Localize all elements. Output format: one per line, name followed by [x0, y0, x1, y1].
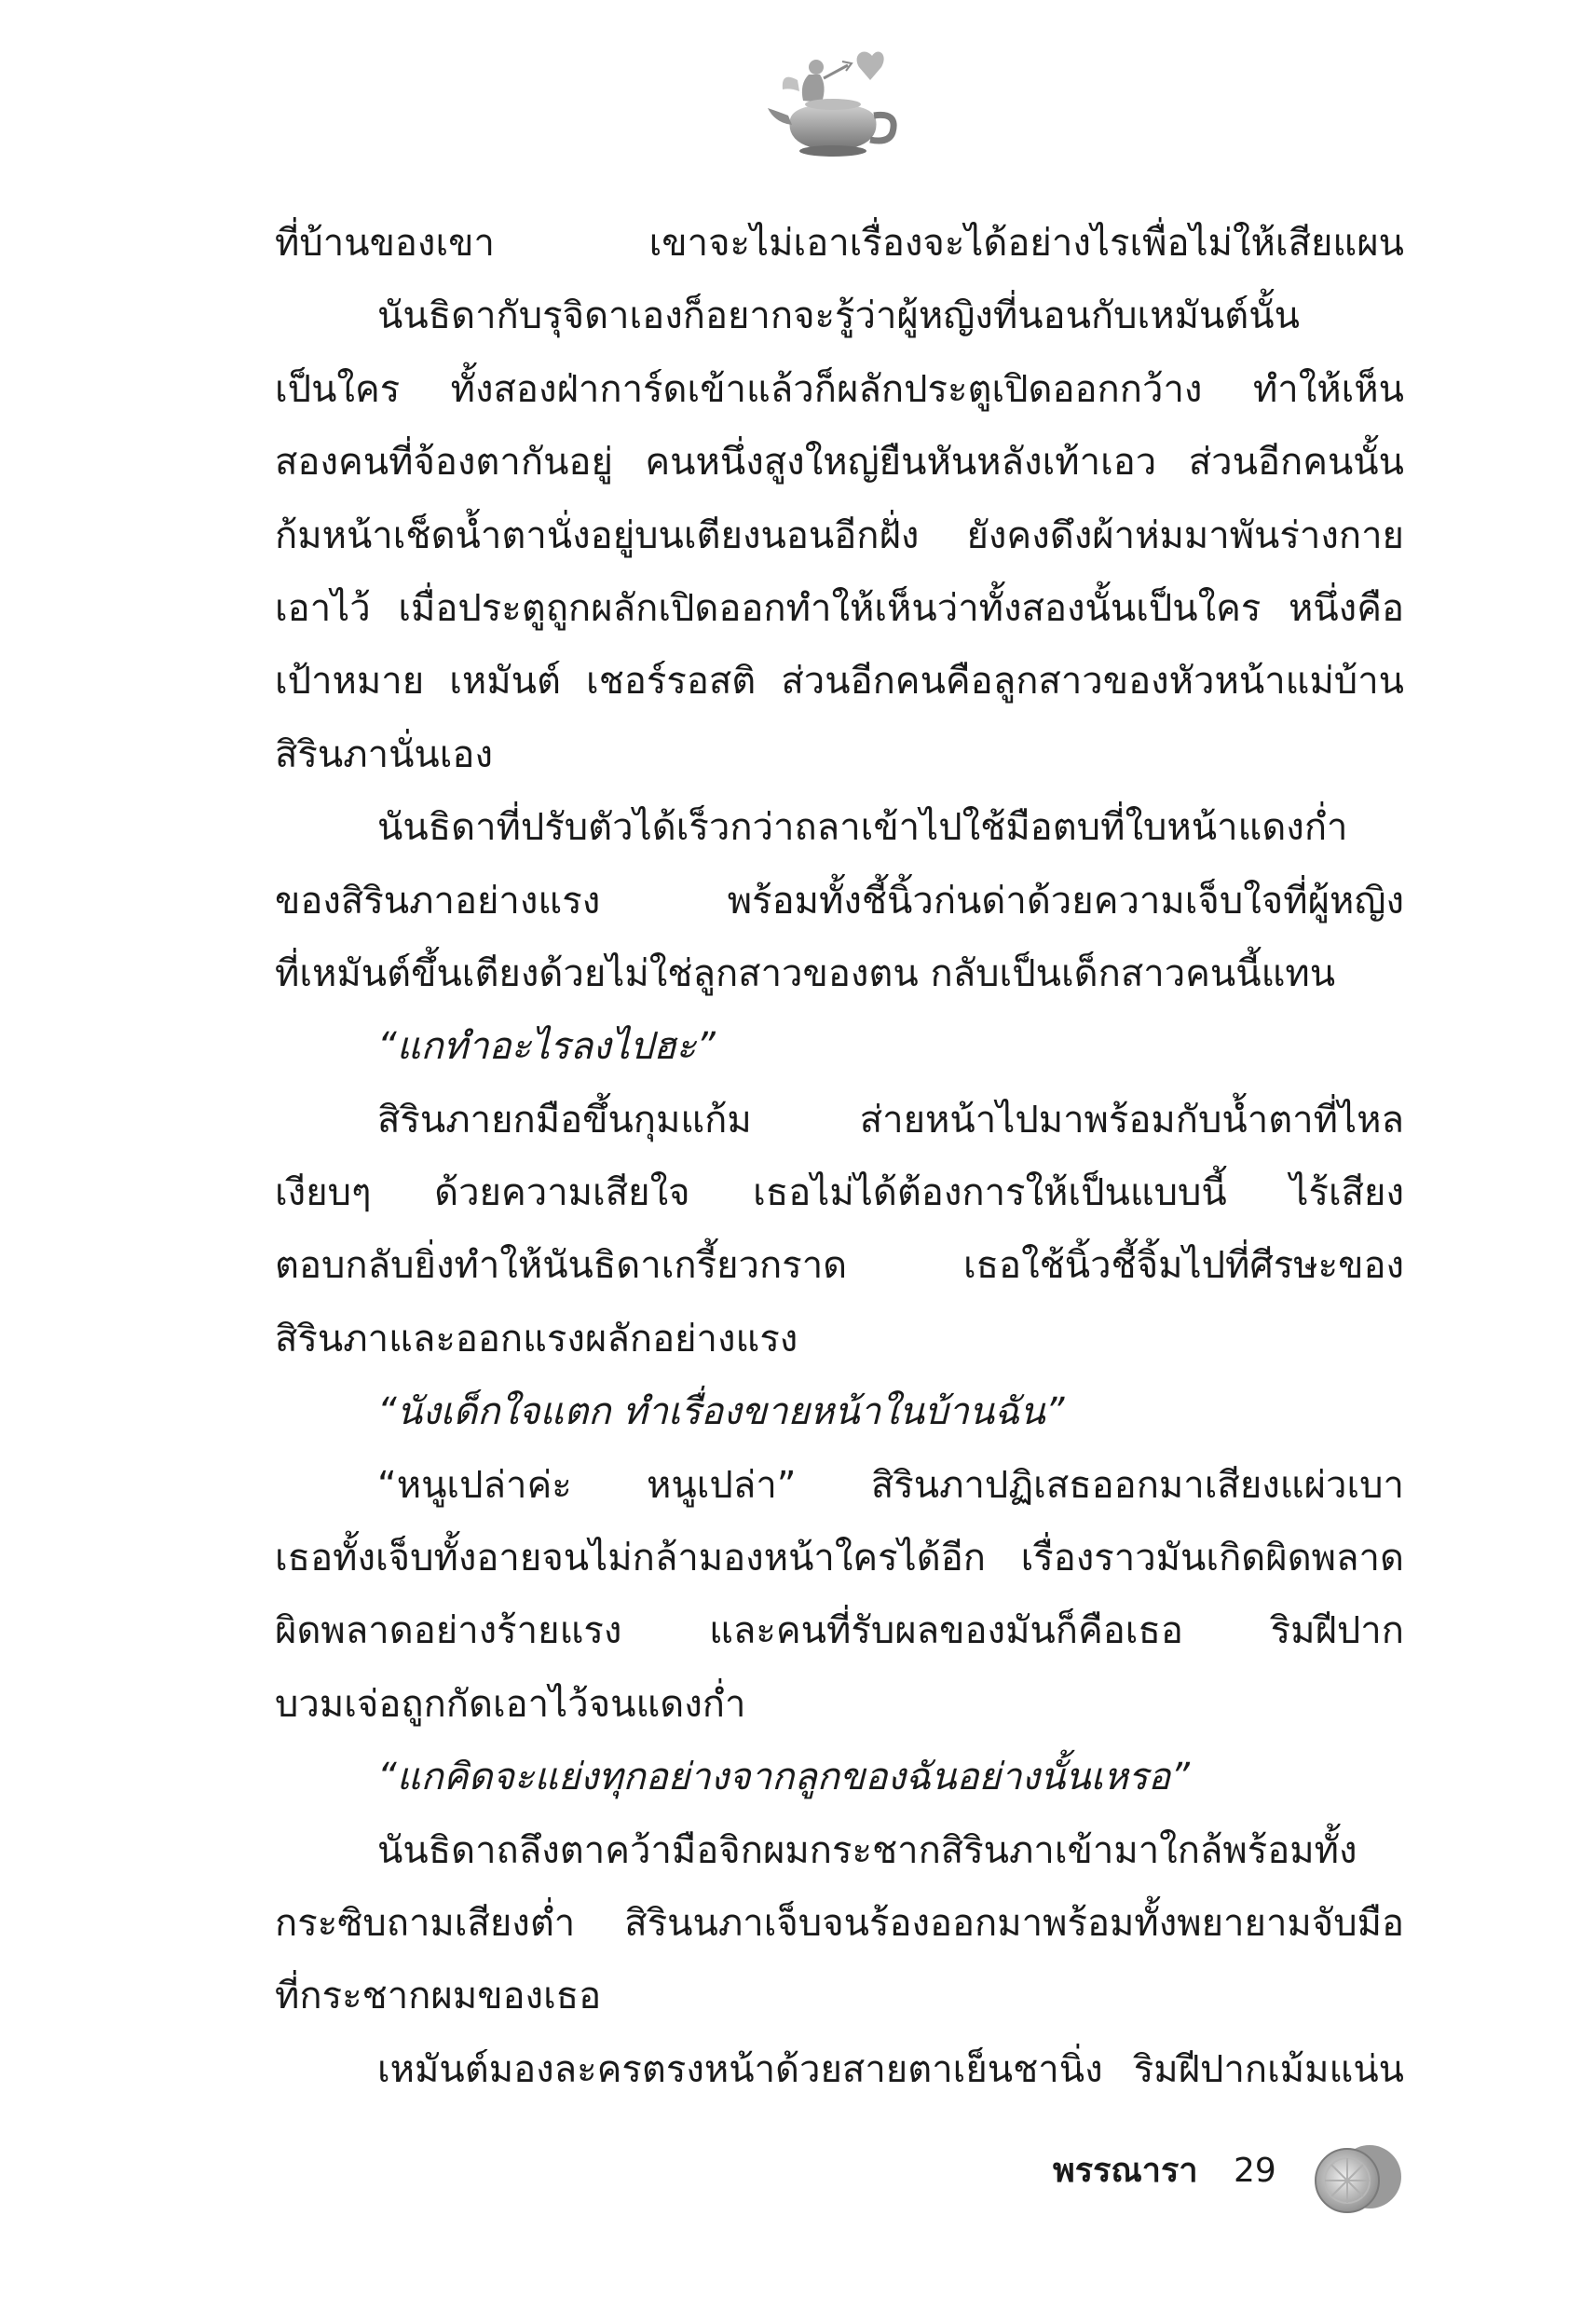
paragraph-line: สิรินภาและออกแรงผลักอย่างแรง — [275, 1317, 798, 1361]
paragraph-line: นันธิดาที่ปรับตัวได้เร็วกว่าถลาเข้าไปใช้มือตบที่ใบหน้าแดงก่ำ — [377, 806, 1348, 850]
paragraph-line: ของสิรินภาอย่างแรง พร้อมทั้งชี้นิ้วก่นด่าด้วยความเจ็บใจที่ผู้หญิง — [275, 879, 1404, 923]
paragraph-line: ที่เหมันต์ขึ้นเตียงด้วยไม่ใช่ลูกสาวของตน กลับเป็นเด็กสาวคนนี้แทน — [275, 951, 1336, 995]
paragraph-line: “หนูเปล่าค่ะ หนูเปล่า” สิรินภาปฏิเสธออกมาเสียงแผ่วเบา — [377, 1463, 1404, 1507]
paragraph-line: ที่บ้านของเขา เขาจะไม่เอาเรื่องจะได้อย่างไรเพื่อไม่ให้เสียแผน — [275, 222, 1404, 265]
paragraph-line: เงียบๆ ด้วยความเสียใจ เธอไม่ได้ต้องการให้เป็นแบบนี้ ไร้เสียง — [275, 1171, 1404, 1215]
paragraph-line: สองคนที่จ้องตากันอยู่ คนหนึ่งสูงใหญ่ยืนหันหลังเท้าเอว ส่วนอีกคนนั้น — [275, 441, 1404, 485]
page-footer — [1025, 2134, 1416, 2208]
paragraph-line: กระซิบถามเสียงต่ำ สิรินนภาเจ็บจนร้องออกมาพร้อมทั้งพยายามจับมือ — [275, 1901, 1404, 1945]
paragraph-line: บวมเจ่อถูกกัดเอาไว้จนแดงก่ำ — [275, 1682, 746, 1726]
paragraph-line: สิรินภานั่นเอง — [275, 732, 493, 776]
body-text — [275, 207, 1404, 2106]
book-title: พรรณารา — [1053, 2152, 1198, 2190]
paragraph-line: เอาไว้ เมื่อประตูถูกผลักเปิดออกทำให้เห็นว่าทั้งสองนั้นเป็นใคร หนึ่งคือ — [275, 586, 1404, 630]
cupid-teapot-icon — [762, 47, 902, 168]
dialogue-line: “แกทำอะไรลงไปฮะ” — [377, 1025, 716, 1069]
paragraph-line: เป้าหมาย เหมันต์ เชอร์รอสติ ส่วนอีกคนคือลูกสาวของหัวหน้าแม่บ้าน — [275, 660, 1404, 704]
dialogue-line: “นังเด็กใจแตก ทำเรื่องขายหน้าในบ้านฉัน” — [377, 1390, 1065, 1434]
paragraph-line: เป็นใคร ทั้งสองฝ่าการ์ดเข้าแล้วก็ผลักประตูเปิดออกกว้าง ทำให้เห็น — [275, 367, 1404, 411]
paragraph-line: ก้มหน้าเช็ดน้ำตานั่งอยู่บนเตียงนอนอีกฝั่ง ยังคงดึงผ้าห่มมาพันร่างกาย — [275, 513, 1404, 557]
dialogue-line: “แกคิดจะแย่งทุกอย่างจากลูกของฉันอย่างนั้นเหรอ” — [377, 1756, 1190, 1799]
paragraph-line: สิรินภายกมือขึ้นกุมแก้ม ส่ายหน้าไปมาพร้อมกับน้ำตาที่ไหล — [377, 1098, 1404, 1142]
paragraph-line: เหมันต์มองละครตรงหน้าด้วยสายตาเย็นชานิ่ง ริมฝีปากเม้มแน่น — [377, 2047, 1404, 2091]
paragraph-line: เธอทั้งเจ็บทั้งอายจนไม่กล้ามองหน้าใครได้อีก เรื่องราวมันเกิดผิดพลาด — [275, 1537, 1404, 1580]
paragraph-line: ตอบกลับยิ่งทำให้นันธิดาเกรี้ยวกราด เธอใช้นิ้วชี้จิ้มไปที่ศีรษะของ — [275, 1244, 1404, 1288]
paragraph-line: ที่กระชากผมของเธอ — [275, 1975, 602, 2018]
paragraph-line: นันธิดากับรุจิดาเองก็อยากจะรู้ว่าผู้หญิงที่นอนกับเหมันต์นั้น — [377, 294, 1300, 338]
paragraph-line: นันธิดาถลึงตาคว้ามือจิกผมกระชากสิรินภาเข้ามาใกล้พร้อมทั้ง — [377, 1828, 1357, 1872]
page-number: 29 — [1234, 2152, 1276, 2190]
paragraph-line: ผิดพลาดอย่างร้ายแรง และคนที่รับผลของมันก็คือเธอ ริมฝีปาก — [275, 1609, 1404, 1653]
citrus-fruit-icon — [1304, 2134, 1407, 2218]
